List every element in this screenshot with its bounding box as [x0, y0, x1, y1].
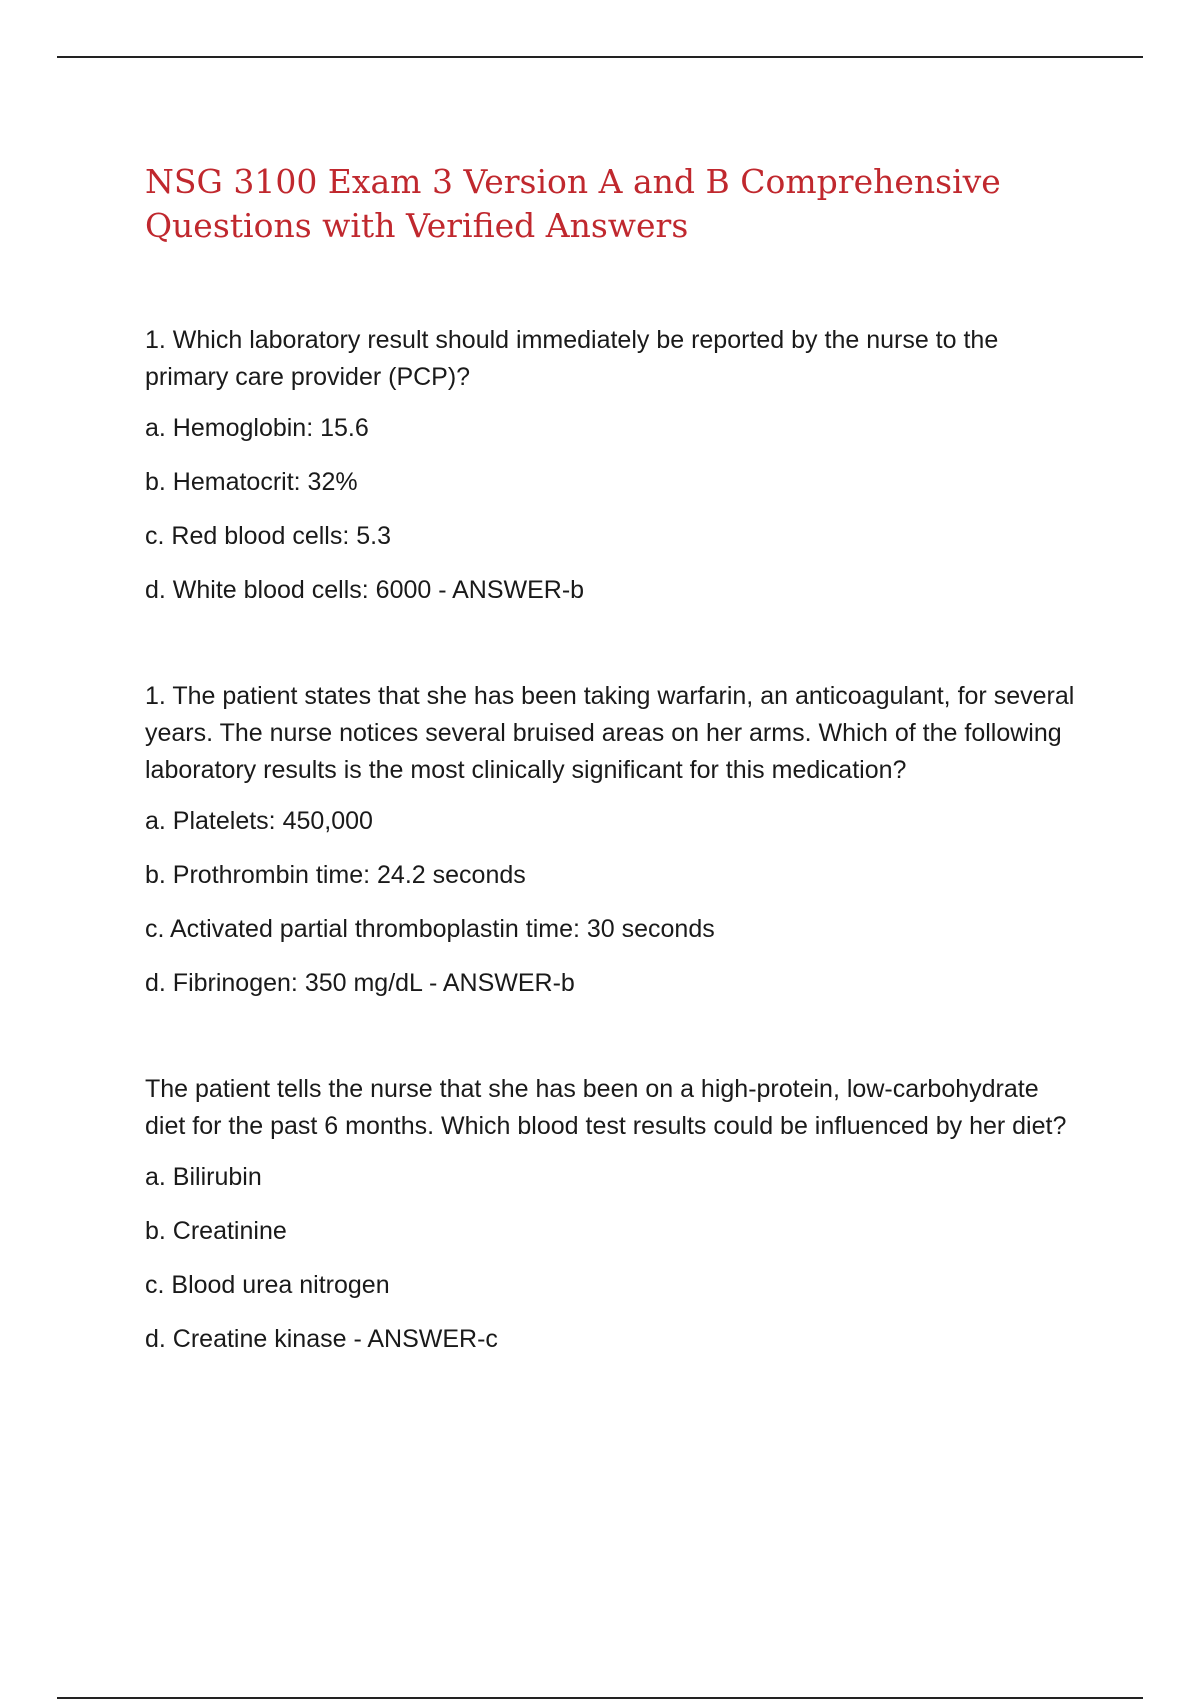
answer-option: b. Creatinine — [145, 1217, 287, 1245]
question-text: The patient tells the nurse that she has been on a high-protein, low-carbohydrate diet for the past 6 months. Which blood test results could be influenced by her diet? — [145, 1075, 1067, 1140]
footer-rule — [57, 1697, 1143, 1699]
answer-option: d. White blood cells: 6000 - ANSWER-b — [145, 576, 585, 604]
answer-option: a. Hemoglobin: 15.6 — [145, 414, 369, 442]
answer-option: a. Bilirubin — [145, 1163, 262, 1191]
answer-option: c. Red blood cells: 5.3 — [145, 522, 391, 550]
answer-option: b. Prothrombin time: 24.2 seconds — [145, 861, 526, 889]
answer-option: a. Platelets: 450,000 — [145, 807, 373, 835]
answer-option: c. Blood urea nitrogen — [145, 1271, 390, 1299]
header-rule — [57, 56, 1143, 58]
question-1 — [145, 322, 1085, 608]
answer-option: d. Creatine kinase - ANSWER-c — [145, 1325, 498, 1353]
question-3 — [145, 1071, 1085, 1357]
answer-option: c. Activated partial thromboplastin time: 30 seconds — [145, 915, 715, 943]
document-body — [145, 160, 1085, 1427]
answer-option: b. Hematocrit: 32% — [145, 468, 358, 496]
question-2 — [145, 678, 1085, 1001]
answer-option: d. Fibrinogen: 350 mg/dL - ANSWER-b — [145, 969, 575, 997]
question-text: 1. The patient states that she has been taking warfarin, an anticoagulant, for several years. The nurse notices several bruised areas on her arms. Which of the following laboratory results is the most clinically significant for this medication? — [145, 682, 1075, 784]
question-text: 1. Which laboratory result should immediately be reported by the nurse to the primary care provider (PCP)? — [145, 326, 999, 391]
document-title: NSG 3100 Exam 3 Version A and B Comprehensive Questions with Verified Answers — [145, 162, 1001, 245]
